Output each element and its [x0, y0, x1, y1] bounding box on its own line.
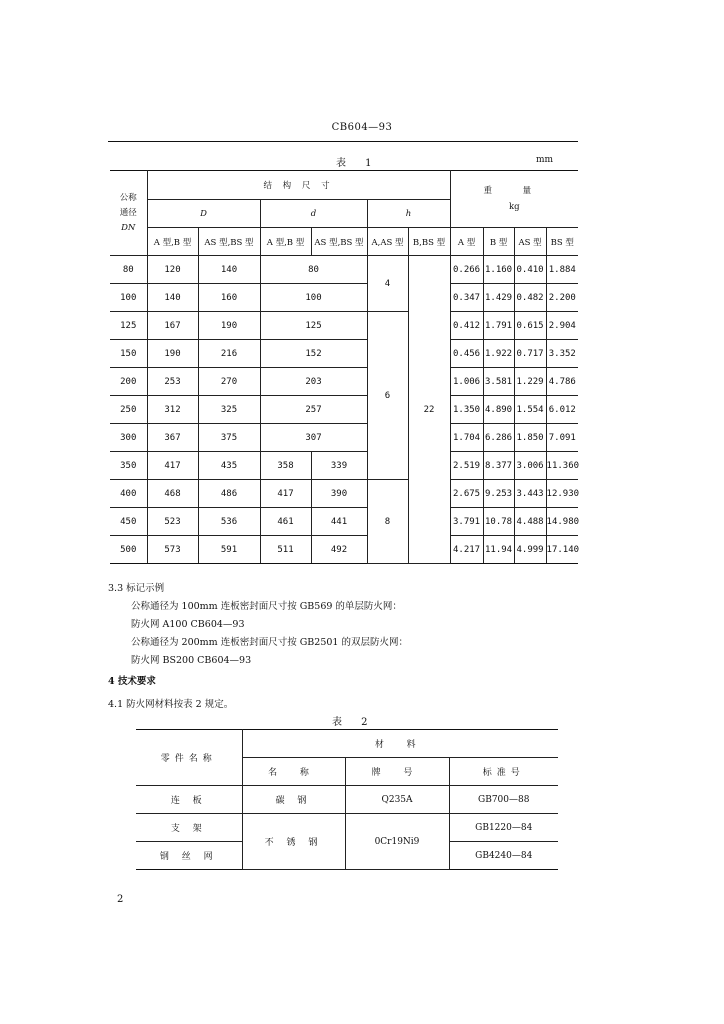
table-row — [110, 284, 578, 312]
cell-D-ab: 417 — [147, 452, 198, 480]
cell-dn: 150 — [110, 340, 147, 368]
cell-d-ab: 511 — [260, 536, 311, 564]
cell-d: 203 — [260, 368, 367, 396]
example-line-4: 防火网 BS200 CB604—93 — [131, 655, 252, 666]
header-material: 材 料 — [242, 730, 558, 758]
cell-weight-a: 3.791 — [450, 508, 483, 536]
cell-standard: GB1220—84 — [449, 814, 558, 842]
cell-weight-b: 3.581 — [483, 368, 514, 396]
table-row — [110, 312, 578, 340]
cell-weight-as: 3.006 — [514, 452, 546, 480]
header-weight-b: B 型 — [483, 228, 514, 256]
cell-weight-b: 6.286 — [483, 424, 514, 452]
cell-D-ab: 367 — [147, 424, 198, 452]
cell-D-asbs: 140 — [198, 256, 260, 284]
header-standard-no: 标准号 — [449, 758, 558, 786]
cell-weight-bs: 2.904 — [546, 312, 578, 340]
cell-weight-as: 0.482 — [514, 284, 546, 312]
cell-d-asbs: 339 — [311, 452, 367, 480]
cell-part: 连 板 — [136, 786, 242, 814]
cell-D-asbs: 160 — [198, 284, 260, 312]
header-h-a-as: A,AS 型 — [367, 228, 408, 256]
cell-weight-bs: 4.786 — [546, 368, 578, 396]
nominal-label: 公称通径 — [119, 192, 137, 218]
cell-weight-as: 3.443 — [514, 480, 546, 508]
cell-D-asbs: 435 — [198, 452, 260, 480]
cell-weight-b: 10.78 — [483, 508, 514, 536]
cell-weight-as: 4.999 — [514, 536, 546, 564]
cell-weight-bs: 1.884 — [546, 256, 578, 284]
cell-d: 125 — [260, 312, 367, 340]
cell-grade: 0Cr19Ni9 — [345, 814, 449, 870]
cell-D-asbs: 486 — [198, 480, 260, 508]
cell-weight-bs: 7.091 — [546, 424, 578, 452]
header-weight-bs: BS 型 — [546, 228, 578, 256]
cell-weight-a: 0.412 — [450, 312, 483, 340]
example-line-3: 公称通径为 200mm 连板密封面尺寸按 GB2501 的双层防火网： — [131, 637, 408, 648]
cell-D-ab: 140 — [147, 284, 198, 312]
cell-D-asbs: 375 — [198, 424, 260, 452]
example-line-2: 防火网 A100 CB604—93 — [131, 619, 245, 630]
cell-material-name: 不 锈 钢 — [242, 814, 345, 870]
cell-dn: 400 — [110, 480, 147, 508]
cell-weight-a: 1.006 — [450, 368, 483, 396]
cell-D-ab: 120 — [147, 256, 198, 284]
cell-dn: 100 — [110, 284, 147, 312]
cell-weight-as: 1.554 — [514, 396, 546, 424]
cell-weight-a: 0.456 — [450, 340, 483, 368]
table-row — [110, 340, 578, 368]
cell-dn: 300 — [110, 424, 147, 452]
cell-D-ab: 468 — [147, 480, 198, 508]
cell-standard: GB4240—84 — [449, 842, 558, 870]
cell-d-ab: 461 — [260, 508, 311, 536]
cell-standard: GB700—88 — [449, 786, 558, 814]
cell-h-a-as: 8 — [367, 480, 408, 564]
cell-weight-bs: 17.140 — [546, 536, 578, 564]
cell-dn: 450 — [110, 508, 147, 536]
cell-grade: Q235A — [345, 786, 449, 814]
cell-D-ab: 253 — [147, 368, 198, 396]
cell-weight-a: 4.217 — [450, 536, 483, 564]
table-row — [136, 814, 558, 842]
cell-weight-as: 0.717 — [514, 340, 546, 368]
cell-weight-bs: 6.012 — [546, 396, 578, 424]
weight-unit: kg — [509, 202, 520, 212]
cell-d: 152 — [260, 340, 367, 368]
cell-d: 80 — [260, 256, 367, 284]
table-row — [136, 786, 558, 814]
table-row — [110, 256, 578, 284]
table2-caption: 表 2 — [332, 717, 376, 728]
table-row — [110, 424, 578, 452]
cell-weight-as: 1.850 — [514, 424, 546, 452]
header-weight-as: AS 型 — [514, 228, 546, 256]
cell-weight-a: 1.350 — [450, 396, 483, 424]
cell-D-asbs: 591 — [198, 536, 260, 564]
cell-dn: 125 — [110, 312, 147, 340]
header-d — [260, 200, 367, 228]
table-row — [110, 508, 578, 536]
cell-D-asbs: 216 — [198, 340, 260, 368]
cell-part: 钢 丝 网 — [136, 842, 242, 870]
cell-weight-as: 4.488 — [514, 508, 546, 536]
header-weight-a: A 型 — [450, 228, 483, 256]
header-d-asbs: AS 型,BS 型 — [311, 228, 367, 256]
cell-weight-b: 4.890 — [483, 396, 514, 424]
cell-part: 支 架 — [136, 814, 242, 842]
cell-weight-b: 1.160 — [483, 256, 514, 284]
cell-weight-a: 2.519 — [450, 452, 483, 480]
cell-weight-a: 1.704 — [450, 424, 483, 452]
cell-d: 257 — [260, 396, 367, 424]
header-rule — [108, 141, 578, 142]
cell-weight-b: 9.253 — [483, 480, 514, 508]
weight-label: 重 量 — [483, 186, 546, 196]
cell-weight-as: 0.615 — [514, 312, 546, 340]
header-grade: 牌 号 — [345, 758, 449, 786]
cell-d-ab: 417 — [260, 480, 311, 508]
cell-D-asbs: 190 — [198, 312, 260, 340]
cell-weight-b: 1.922 — [483, 340, 514, 368]
cell-weight-a: 2.675 — [450, 480, 483, 508]
section-4-1-text: 4.1 防火网材料按表 2 规定。 — [108, 699, 234, 710]
header-h-b-bs: B,BS 型 — [408, 228, 450, 256]
cell-D-asbs: 325 — [198, 396, 260, 424]
cell-D-ab: 190 — [147, 340, 198, 368]
cell-D-ab: 312 — [147, 396, 198, 424]
cell-D-ab: 523 — [147, 508, 198, 536]
section-4-heading: 4 技术要求 — [108, 676, 156, 687]
cell-D-ab: 573 — [147, 536, 198, 564]
header-nominal-diameter — [110, 171, 147, 256]
cell-weight-bs: 11.360 — [546, 452, 578, 480]
h-symbol: h — [405, 208, 412, 219]
header-part-name: 零件名称 — [136, 730, 242, 786]
cell-weight-as: 1.229 — [514, 368, 546, 396]
header-D-asbs: AS 型,BS 型 — [198, 228, 260, 256]
table-row — [110, 480, 578, 508]
section-3-3-heading: 3.3 标记示例 — [108, 583, 165, 594]
cell-D-ab: 167 — [147, 312, 198, 340]
cell-material-name: 碳 钢 — [242, 786, 345, 814]
cell-weight-bs: 2.200 — [546, 284, 578, 312]
header-weight — [450, 171, 578, 228]
table-row — [110, 452, 578, 480]
cell-d-asbs: 390 — [311, 480, 367, 508]
cell-h-a-as: 4 — [367, 256, 408, 312]
page-number: 2 — [117, 894, 124, 905]
cell-weight-b: 1.429 — [483, 284, 514, 312]
cell-D-asbs: 536 — [198, 508, 260, 536]
cell-weight-b: 11.94 — [483, 536, 514, 564]
header-d-ab: A 型,B 型 — [260, 228, 311, 256]
header-h — [367, 200, 450, 228]
header-D — [147, 200, 260, 228]
cell-weight-as: 0.410 — [514, 256, 546, 284]
standard-code-header: CB604—93 — [331, 122, 393, 133]
cell-dn: 80 — [110, 256, 147, 284]
cell-h-b-bs: 22 — [408, 256, 450, 564]
cell-dn: 200 — [110, 368, 147, 396]
cell-h-a-as: 6 — [367, 312, 408, 480]
cell-d: 100 — [260, 284, 367, 312]
cell-D-asbs: 270 — [198, 368, 260, 396]
table2-materials — [136, 729, 558, 870]
cell-d-asbs: 492 — [311, 536, 367, 564]
table-row — [110, 368, 578, 396]
cell-weight-a: 0.347 — [450, 284, 483, 312]
D-symbol: D — [200, 208, 207, 219]
cell-d-ab: 358 — [260, 452, 311, 480]
cell-weight-b: 8.377 — [483, 452, 514, 480]
cell-weight-bs: 12.930 — [546, 480, 578, 508]
table-row — [110, 536, 578, 564]
cell-weight-a: 0.266 — [450, 256, 483, 284]
cell-weight-bs: 3.352 — [546, 340, 578, 368]
header-structure-dimensions: 结 构 尺 寸 — [147, 171, 450, 200]
cell-dn: 500 — [110, 536, 147, 564]
cell-d-asbs: 441 — [311, 508, 367, 536]
cell-weight-b: 1.791 — [483, 312, 514, 340]
table1-caption: 表 1 — [336, 158, 380, 169]
cell-d: 307 — [260, 424, 367, 452]
header-material-name: 名 称 — [242, 758, 345, 786]
cell-weight-bs: 14.980 — [546, 508, 578, 536]
table-row — [110, 396, 578, 424]
d-symbol: d — [310, 208, 317, 219]
dn-label: DN — [121, 222, 136, 233]
table1-dimensions — [110, 170, 578, 564]
table1-unit: mm — [536, 155, 554, 165]
example-line-1: 公称通径为 100mm 连板密封面尺寸按 GB569 的单层防火网： — [131, 601, 402, 612]
cell-dn: 350 — [110, 452, 147, 480]
cell-dn: 250 — [110, 396, 147, 424]
header-D-ab: A 型,B 型 — [147, 228, 198, 256]
